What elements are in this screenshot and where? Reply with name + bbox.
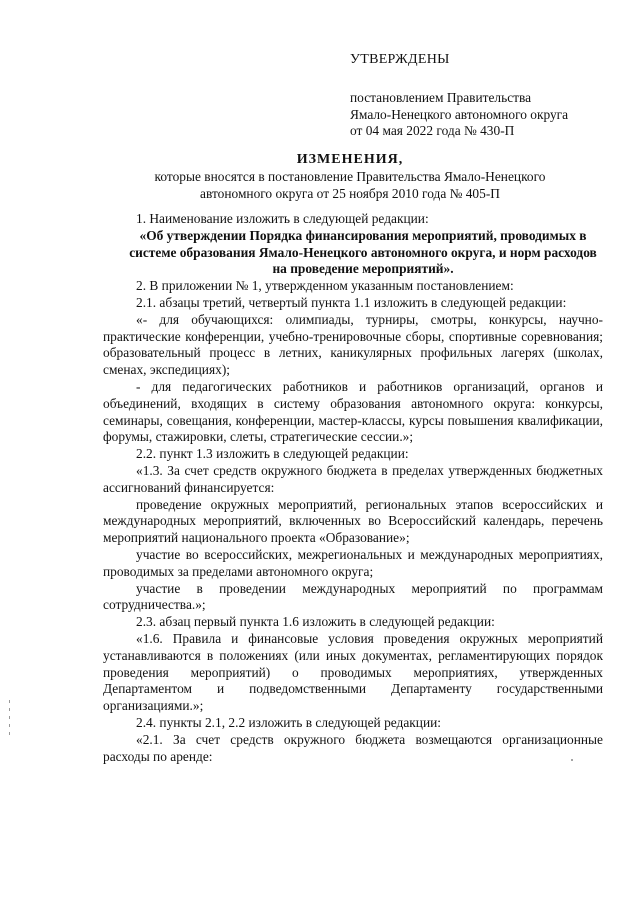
paragraph-2-1-rent: «2.1. За счет средств окружного бюджета возмещаются организационные расходы по аренде: — [103, 731, 603, 764]
paragraph-2-1: 2.1. абзацы третий, четвертый пункта 1.1 изложить в следующей редакции: — [136, 294, 567, 310]
scan-speck — [571, 759, 573, 761]
paragraph-1-6: «1.6. Правила и финансовые условия проведения окружных мероприятий устанавливаются в положениях (или иных документах, регламентирующих порядок проведения мероприятий) о проводимых мероприятиях, утвержденных Департаментом и подведомственными Департаменту государственными организациями.»; — [103, 630, 603, 714]
document-body — [103, 211, 603, 765]
paragraph-students: «- для обучающихся: олимпиады, турниры, смотры, конкурсы, научно-практические конференции, учебно-тренировочные сборы, спортивные соревнования; образовательный процесс в летних, каникулярных профильных лагерях (школах, сменах, экспедициях); — [103, 311, 603, 378]
paragraph-1-3: «1.3. За счет средств окружного бюджета в пределах утвержденных бюджетных ассигнований финансируется: — [103, 462, 603, 495]
approval-line-2: Ямало-Ненецкого автономного округа — [350, 106, 569, 122]
paragraph-2-3: 2.3. абзац первый пункта 1.6 изложить в следующей редакции: — [136, 614, 495, 630]
paragraph-2-4: 2.4. пункты 2.1, 2.2 изложить в следующей редакции: — [136, 714, 442, 730]
document-subtitle-line-2: автономного округа от 25 ноября 2010 года № 405-П — [200, 185, 500, 201]
approval-line-1: постановлением Правительства — [350, 89, 532, 105]
approval-title: УТВЕРЖДЕНЫ — [350, 52, 450, 67]
approval-line-3: от 04 мая 2022 года № 430-П — [350, 123, 515, 139]
paragraph-international: участие в проведении международных мероприятий по программам сотрудничества.»; — [103, 580, 603, 613]
paragraph-2-2: 2.2. пункт 1.3 изложить в следующей редакции: — [136, 446, 409, 462]
paragraph-participation: участие во всероссийских, межрегиональных и международных мероприятиях, проводимых за пределами автономного округа; — [103, 546, 603, 579]
paragraph-teachers: - для педагогических работников и работников организаций, органов и объединений, входящих в систему образования автономного округа: конкурсы, семинары, совещания, конференции, мастер-классы, курсы повышения квалификации, форумы, стажировки, слеты, стратегические сессии.»; — [103, 378, 603, 445]
document-subtitle-line-1: которые вносятся в постановление Правительства Ямало-Ненецкого — [154, 168, 546, 184]
paragraph-2: 2. В приложении № 1, утвержденном указанным постановлением: — [136, 278, 514, 294]
paragraph-1: 1. Наименование изложить в следующей редакции: — [136, 211, 429, 226]
document-header — [100, 152, 600, 202]
scan-margin-marks — [9, 700, 11, 740]
paragraph-district-events: проведение окружных мероприятий, региональных этапов всероссийских и международных мероприятий, включенных во Всероссийский календарь, перечень мероприятий национального проекта «Образование»; — [103, 496, 603, 546]
approval-block — [350, 52, 620, 140]
new-title-paragraph: «Об утверждении Порядка финансирования мероприятий, проводимых в системе образования Ямало-Ненецкого автономного округа, и норм расходов на проведение мероприятий». — [129, 227, 597, 277]
document-heading: ИЗМЕНЕНИЯ, — [296, 152, 404, 167]
